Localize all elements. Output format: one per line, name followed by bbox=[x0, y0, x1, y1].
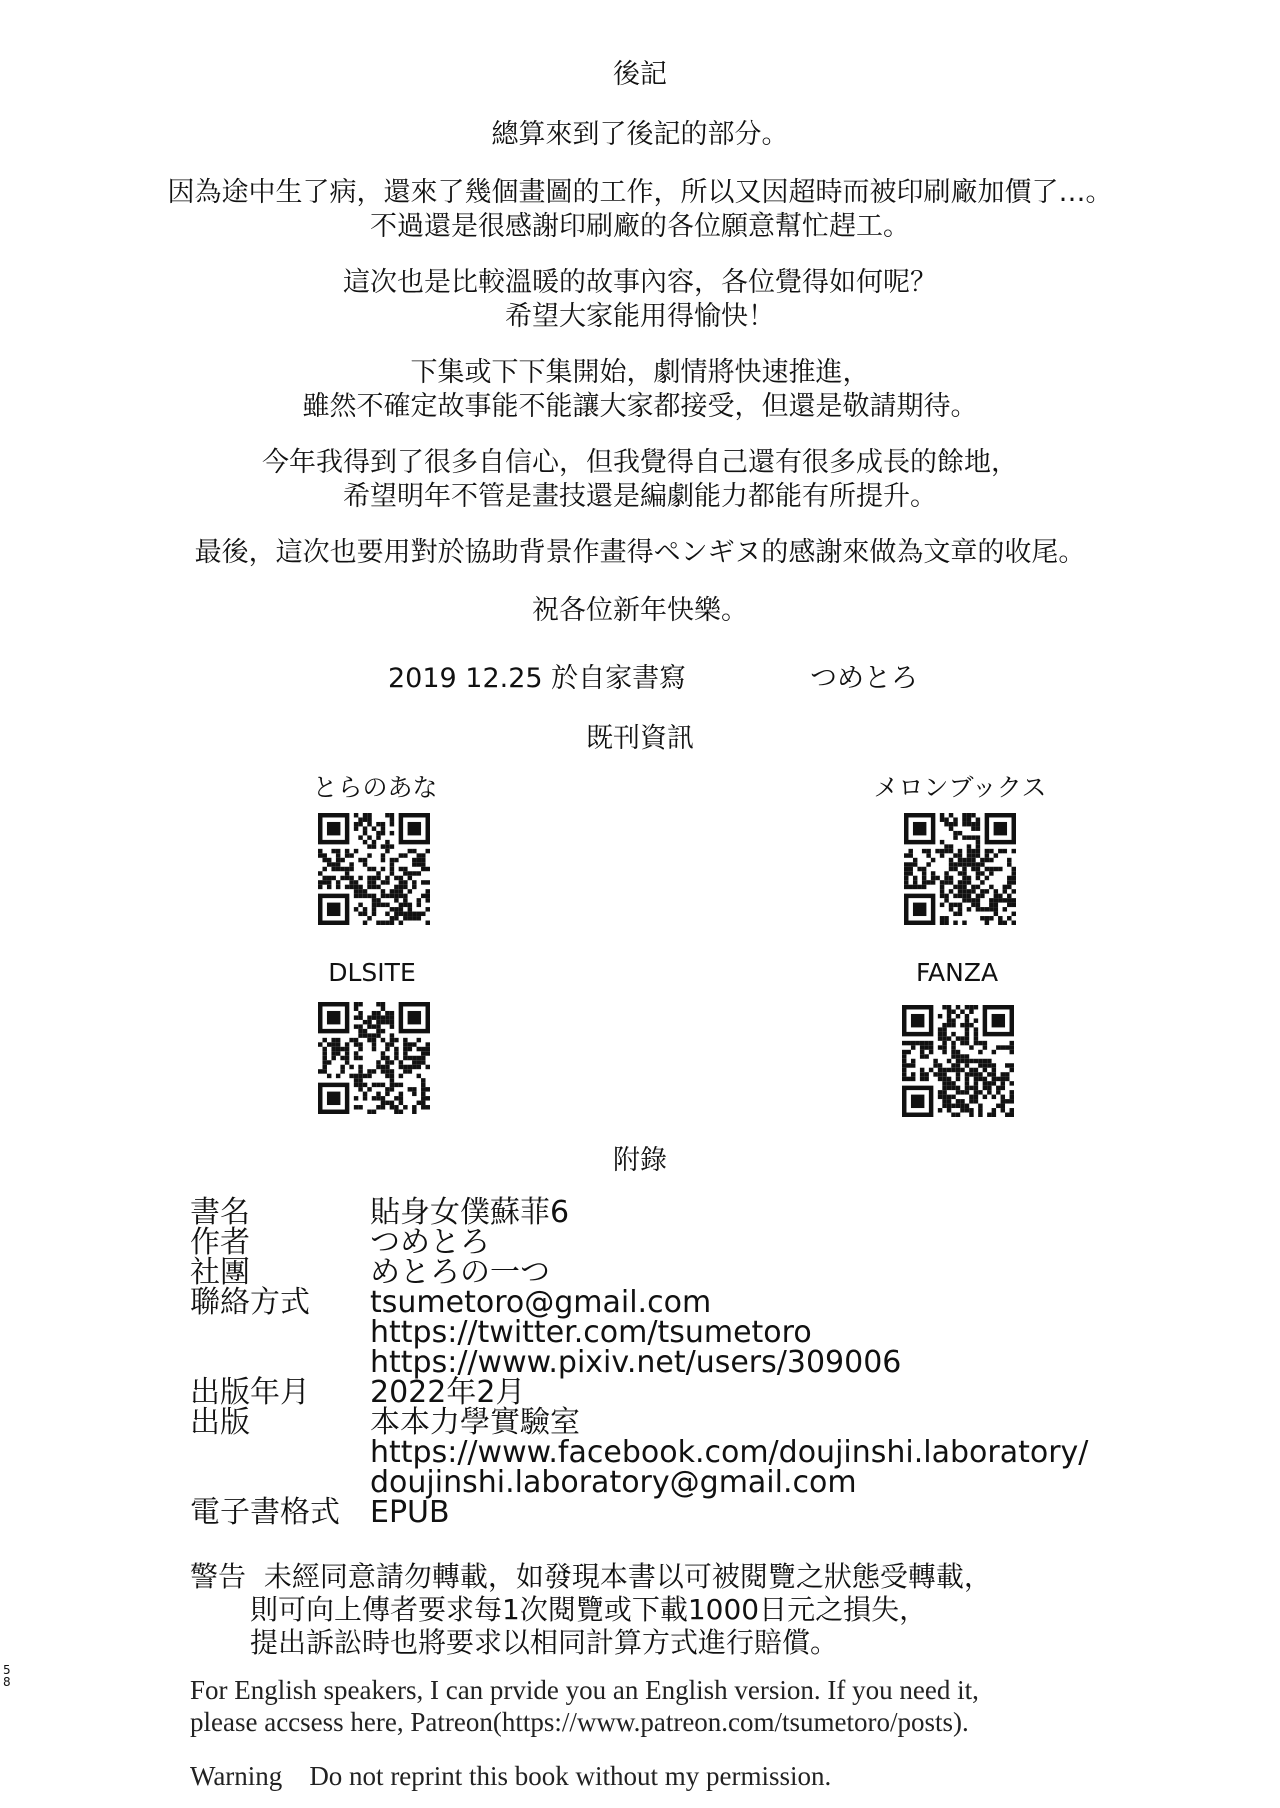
warning-line: 提出訴訟時也將要求以相同計算方式進行賠償。 bbox=[250, 1626, 839, 1659]
afterword bbox=[0, 58, 1280, 92]
colophon-value: 本本力學實驗室 bbox=[370, 1405, 580, 1440]
english-warning bbox=[190, 1760, 831, 1792]
english-line-patreon[interactable]: please accsess here, Patreon(https://www.patreon.com/tsumetoro/posts). bbox=[190, 1707, 969, 1737]
afterword-paragraph-4 bbox=[0, 356, 1280, 424]
contact-twitter-link[interactable]: https://twitter.com/tsumetoro bbox=[370, 1315, 812, 1350]
colophon-value: EPUB bbox=[370, 1495, 450, 1530]
contact-email[interactable]: tsumetoro@gmail.com bbox=[370, 1285, 712, 1320]
warning-line: 未經同意請勿轉載，如發現本書以可被閱覽之狀態受轉載， bbox=[263, 1560, 992, 1593]
afterword-paragraph-7 bbox=[0, 594, 1280, 628]
warning-line: 則可向上傳者要求每1次閱覽或下載1000日元之損失， bbox=[250, 1593, 928, 1626]
colophon-row-contact bbox=[190, 1285, 1088, 1380]
english-note bbox=[190, 1674, 979, 1738]
shop-label-melonbooks: メロンブックス bbox=[873, 773, 1047, 802]
text-line: 因為途中生了病，還來了幾個畫圖的工作，所以又因超時而被印刷廠加價了…。 bbox=[167, 177, 1113, 208]
colophon-value: めとろの一つ bbox=[370, 1255, 550, 1290]
text-line: 希望大家能用得愉快！ bbox=[505, 301, 775, 332]
afterword-paragraph-5 bbox=[0, 446, 1280, 514]
author-signature: つめとろ bbox=[810, 663, 918, 694]
copyright-warning bbox=[190, 1560, 992, 1659]
text-line: 下集或下下集開始，劇情將快速推進， bbox=[410, 357, 870, 388]
qr-code-toranoana[interactable] bbox=[318, 813, 430, 925]
colophon-key: 出版 bbox=[190, 1405, 250, 1440]
colophon-key: 社團 bbox=[190, 1255, 250, 1290]
colophon-row-author bbox=[190, 1225, 1088, 1260]
colophon-key: 電子書格式 bbox=[190, 1495, 340, 1530]
afterword-paragraph-6 bbox=[0, 536, 1280, 570]
colophon-key: 書名 bbox=[190, 1195, 250, 1230]
text-line: 雖然不確定故事能不能讓大家都接受，但還是敬請期待。 bbox=[302, 391, 978, 422]
colophon-row-circle bbox=[190, 1255, 1088, 1290]
colophon-key: 聯絡方式 bbox=[190, 1285, 310, 1320]
text-line: 不過還是很感謝印刷廠的各位願意幫忙趕工。 bbox=[370, 211, 910, 242]
page-number bbox=[3, 1664, 11, 1688]
qr-code-melonbooks[interactable] bbox=[904, 813, 1016, 925]
colophon-row-publisher bbox=[190, 1405, 1089, 1500]
afterword-paragraph-2 bbox=[0, 176, 1280, 244]
text-line: 今年我得到了很多自信心，但我覺得自己還有很多成長的餘地， bbox=[262, 447, 1018, 478]
appendix-title: 附錄 bbox=[613, 1145, 667, 1176]
colophon-value: つめとろ bbox=[370, 1225, 490, 1260]
page-number-digit: 5 bbox=[3, 1663, 11, 1677]
colophon-row-format bbox=[190, 1495, 1088, 1530]
colophon-key: 作者 bbox=[190, 1225, 250, 1260]
qr-code-dlsite[interactable] bbox=[318, 1002, 430, 1114]
appendix bbox=[0, 1144, 1280, 1178]
text-line: 總算來到了後記的部分。 bbox=[491, 119, 789, 150]
warning-label: 警告 bbox=[190, 1560, 247, 1593]
afterword-title: 後記 bbox=[613, 59, 667, 90]
english-warning-text: Do not reprint this book without my permission. bbox=[309, 1761, 832, 1791]
text-line: 希望明年不管是畫技還是編劇能力都能有所提升。 bbox=[343, 481, 937, 512]
qr-code-fanza[interactable] bbox=[902, 1005, 1014, 1117]
shop-label-dlsite: DLSITE bbox=[328, 958, 416, 987]
colophon-row-date bbox=[190, 1375, 1088, 1410]
colophon-table bbox=[190, 1195, 1089, 1530]
colophon-row-title bbox=[190, 1195, 1088, 1230]
contact-pixiv-link[interactable]: https://www.pixiv.net/users/309006 bbox=[370, 1345, 902, 1380]
colophon-value: 2022年2月 bbox=[370, 1375, 526, 1410]
shop-label-fanza: FANZA bbox=[915, 958, 999, 987]
text-line: 最後，這次也要用對於協助背景作畫得ペンギヌ的感謝來做為文章的收尾。 bbox=[194, 537, 1086, 568]
english-warning-label: Warning bbox=[190, 1761, 283, 1791]
afterword-paragraph-3 bbox=[0, 266, 1280, 334]
english-line: For English speakers, I can prvide you an English version. If you need it, bbox=[190, 1675, 979, 1705]
afterword-paragraph-1 bbox=[0, 118, 1280, 152]
published-info-title: 既刊資訊 bbox=[586, 723, 694, 754]
shop-label-toranoana: とらのあな bbox=[312, 773, 438, 802]
page-number-digit: 8 bbox=[3, 1675, 11, 1689]
date-line: 2019 12.25 於自家書寫 bbox=[388, 663, 687, 694]
published-info bbox=[0, 722, 1280, 756]
colophon-value: 貼身女僕蘇菲6 bbox=[370, 1195, 570, 1230]
publisher-facebook-link[interactable]: https://www.facebook.com/doujinshi.laboratory/ bbox=[370, 1435, 1089, 1470]
colophon-key: 出版年月 bbox=[190, 1375, 310, 1410]
publisher-email[interactable]: doujinshi.laboratory@gmail.com bbox=[370, 1465, 857, 1500]
text-line: 祝各位新年快樂。 bbox=[532, 595, 748, 626]
text-line: 這次也是比較溫暖的故事內容，各位覺得如何呢？ bbox=[343, 267, 937, 298]
